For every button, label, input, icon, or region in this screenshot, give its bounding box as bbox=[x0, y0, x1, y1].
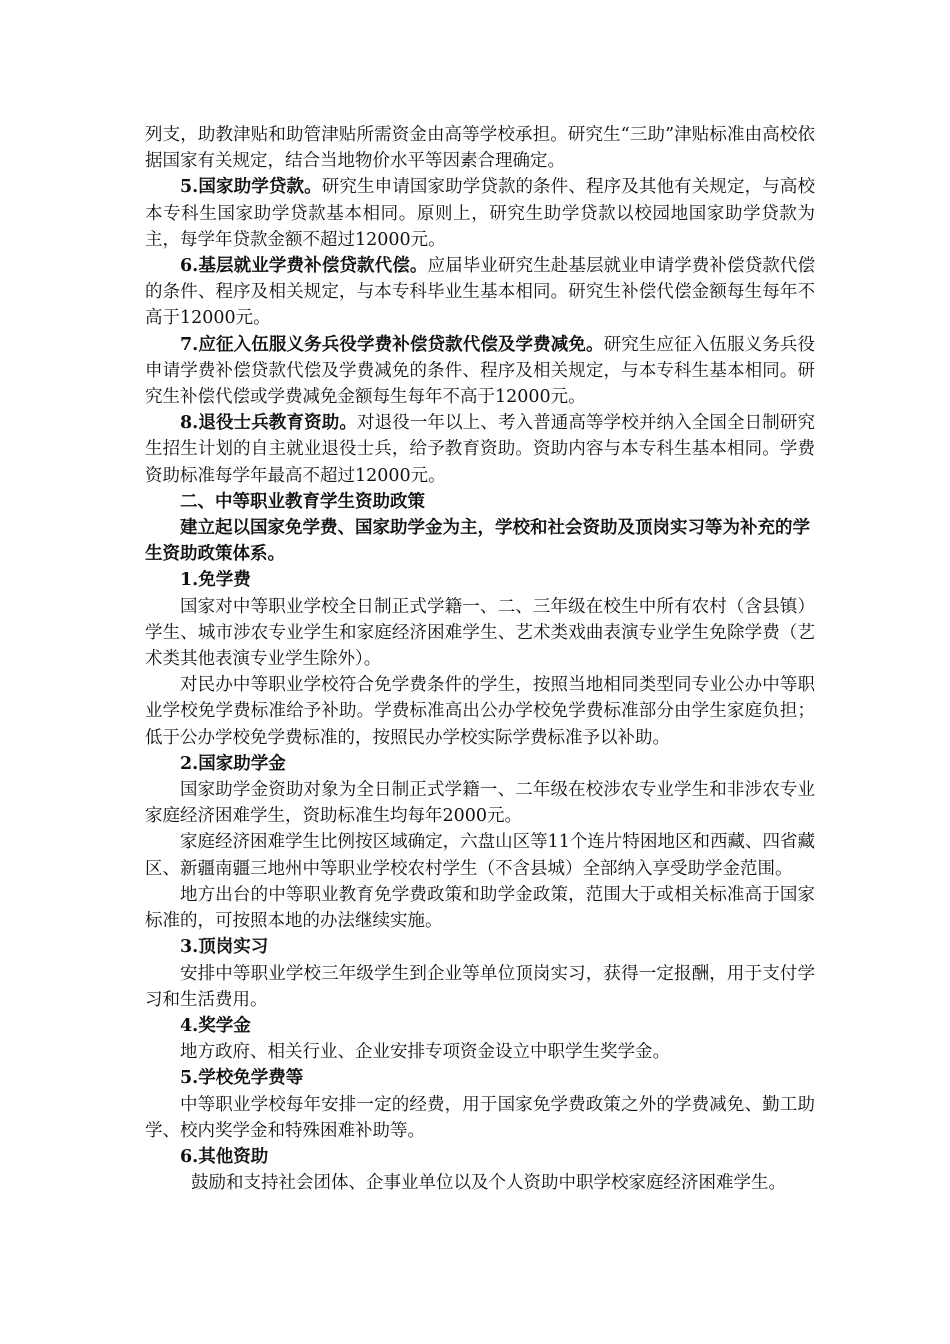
subsection-1-paragraph-2: 对民办中等职业学校符合免学费条件的学生，按照当地相同类型同专业公办中等职业学校免学费标准给予补助。学费标准高出公办学校免学费标准部分由学生家庭负担；低于公办学校免学费标准的，按照民办学校实际学费标准予以补助。 bbox=[145, 675, 815, 748]
paragraph-continued: 列支，助教津贴和助管津贴所需资金由高等学校承担。研究生“三助”津贴标准由高校依据国家有关规定，结合当地物价水平等因素合理确定。 bbox=[145, 125, 815, 172]
section-2-heading: 二、中等职业教育学生资助政策 bbox=[180, 491, 425, 512]
item-6 bbox=[145, 253, 815, 332]
item-7-text: 研究生应征入伍服义务兵役申请学费补偿贷款代偿及学费减免的条件、程序及相关规定，与本专科生基本相同。研究生补偿代偿或学费减免金额每生每年不高于12000元。 bbox=[145, 334, 815, 408]
item-7 bbox=[145, 332, 815, 411]
subsection-4-paragraph-1: 地方政府、相关行业、企业安排专项资金设立中职学生奖学金。 bbox=[180, 1042, 670, 1063]
subsection-3-title: 3.顶岗实习 bbox=[180, 937, 269, 958]
subsection-5-title: 5.学校免学费等 bbox=[180, 1068, 304, 1089]
section-2-lead: 建立起以国家免学费、国家助学金为主，学校和社会资助及顶岗实习等为补充的学生资助政策体系。 bbox=[145, 518, 810, 565]
subsection-2-paragraph-3: 地方出台的中等职业教育免学费政策和助学金政策，范围大于或相关标准高于国家标准的，可按照本地的办法继续实施。 bbox=[145, 884, 815, 932]
item-7-title: 7.应征入伍服义务兵役学费补偿贷款代偿及学费减免。 bbox=[180, 334, 604, 355]
subsection-4-title: 4.奖学金 bbox=[180, 1015, 251, 1036]
subsection-2-paragraph-1: 国家助学金资助对象为全日制正式学籍一、二年级在校涉农专业学生和非涉农专业家庭经济困难学生，资助标准生均每年2000元。 bbox=[145, 780, 815, 827]
item-8 bbox=[145, 410, 815, 489]
document-page bbox=[145, 122, 815, 1196]
subsection-5-paragraph-1: 中等职业学校每年安排一定的经费，用于国家免学费政策之外的学费减免、勤工助学、校内奖学金和特殊困难补助等。 bbox=[145, 1094, 815, 1141]
item-6-title: 6.基层就业学费补偿贷款代偿。 bbox=[180, 256, 428, 277]
item-8-title: 8.退役士兵教育资助。 bbox=[180, 413, 357, 434]
item-5-title: 5.国家助学贷款。 bbox=[180, 177, 322, 198]
item-6-text: 应届毕业研究生赴基层就业申请学费补偿贷款代偿的条件、程序及相关规定，与本专科毕业生基本相同。研究生补偿代偿金额每生每年不高于12000元。 bbox=[145, 256, 815, 329]
subsection-1-paragraph-1: 国家对中等职业学校全日制正式学籍一、二、三年级在校生中所有农村（含县镇）学生、城市涉农专业学生和家庭经济困难学生、艺术类戏曲表演专业学生免除学费（艺术类其他表演专业学生除外）。 bbox=[145, 596, 815, 670]
item-5-text: 研究生申请国家助学贷款的条件、程序及其他有关规定，与高校本专科生国家助学贷款基本相同。原则上，研究生助学贷款以校园地国家助学贷款为主，每学年贷款金额不超过12000元。 bbox=[145, 177, 815, 250]
subsection-1-title: 1.免学费 bbox=[180, 570, 251, 591]
item-5 bbox=[145, 174, 815, 253]
subsection-2-title: 2.国家助学金 bbox=[180, 753, 286, 774]
subsection-2-paragraph-2: 家庭经济困难学生比例按区域确定，六盘山区等11个连片特困地区和西藏、四省藏区、新疆南疆三地州中等职业学校农村学生（不含县城）全部纳入享受助学金范围。 bbox=[145, 832, 815, 879]
subsection-6-paragraph-1: 鼓励和支持社会团体、企事业单位以及个人资助中职学校家庭经济困难学生。 bbox=[191, 1173, 786, 1194]
item-8-text: 对退役一年以上、考入普通高等学校并纳入全国全日制研究生招生计划的自主就业退役士兵，给予教育资助。资助内容与本专科生基本相同。学费资助标准每学年最高不超过12000元。 bbox=[145, 413, 815, 486]
subsection-3-paragraph-1: 安排中等职业学校三年级学生到企业等单位顶岗实习，获得一定报酬，用于支付学习和生活费用。 bbox=[145, 963, 815, 1010]
subsection-6-title: 6.其他资助 bbox=[180, 1146, 269, 1167]
